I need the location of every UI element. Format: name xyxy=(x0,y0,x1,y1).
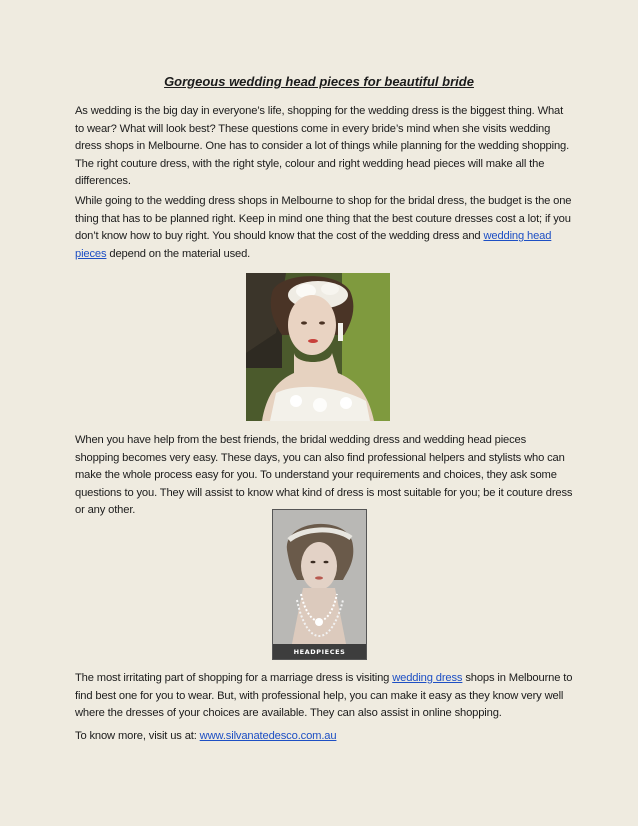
paragraph-budget-text-end: depend on the material used. xyxy=(106,247,251,260)
bride-headpiece-photo xyxy=(246,273,390,421)
paragraph-budget-text: While going to the wedding dress shops in Melbourne to shop for the bridal dress, the budget is the one thing that has to be planned right. Keep in mind one thing that the best couture dresses cost a lot; if you don’t know how to buy right. You should know that the cost of the wedding dress and xyxy=(75,195,572,242)
paragraph-shopping-text-end: shops in Melbourne to find best one for you to wear. But, with professional help, you can make it easy as they know very well where the dresses of your choices are available. They can also assist in online shopping. xyxy=(75,672,573,719)
page-title: Gorgeous wedding head pieces for beautiful bride xyxy=(164,74,474,89)
headpieces-photo-illustration xyxy=(273,510,366,659)
bride-photo-illustration xyxy=(246,273,390,421)
paragraph-shopping-text: The most irritating part of shopping for a marriage dress is visiting xyxy=(75,672,393,684)
paragraph-visit-text: To know more, visit us at: xyxy=(75,730,200,742)
headpieces-photo xyxy=(272,509,367,660)
paragraph-helpers: When you have help from the best friends, the bridal wedding dress and wedding head pieces shopping becomes very easy. These days, you can also find professional helpers and stylists who can make the whole process easy for you. To understand your requirements and choices, they ask some questions to you. They will assist to know what kind of dress is most suitable for you; be it couture dress or any other. xyxy=(75,434,573,516)
paragraph-budget xyxy=(75,193,573,263)
website-link[interactable]: www.silvanatedesco.com.au xyxy=(199,730,337,742)
paragraph-visit xyxy=(75,728,573,746)
wedding-head-pieces-link[interactable]: wedding head pieces xyxy=(75,230,552,260)
headpieces-caption: HEADPIECES xyxy=(293,648,346,656)
paragraph-shopping xyxy=(75,670,573,723)
wedding-dress-link[interactable]: wedding dress xyxy=(392,672,463,684)
paragraph-intro: As wedding is the big day in everyone’s life, shopping for the wedding dress is the biggest thing. What to wear? What will look best? These questions come in every bride’s mind when she visits wedding dress shops in Melbourne. One has to consider a lot of things while planning for the wedding shopping. The right couture dress, with the right style, colour and right wedding head pieces will make all the differences. xyxy=(75,105,570,187)
